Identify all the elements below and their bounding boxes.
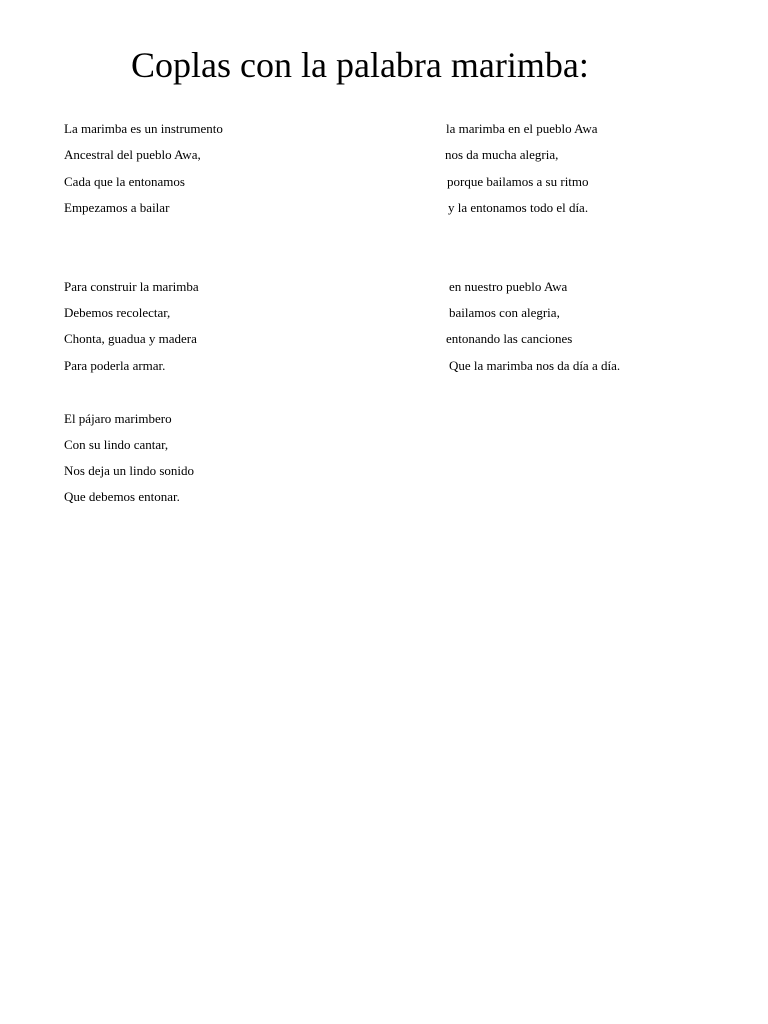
verse-line: Cada que la entonamos xyxy=(64,174,185,189)
page-title: Coplas con la palabra marimba: xyxy=(131,45,589,85)
verse-line: la marimba en el pueblo Awa xyxy=(446,121,598,136)
verse-line: Con su lindo cantar, xyxy=(64,437,169,452)
verse-line: y la entonamos todo el día. xyxy=(448,200,589,215)
verse-line: en nuestro pueblo Awa xyxy=(449,279,568,294)
verse-line: porque bailamos a su ritmo xyxy=(447,174,589,189)
verse-line: Nos deja un lindo sonido xyxy=(64,463,194,478)
verse-line: entonando las canciones xyxy=(446,331,573,346)
verse-line: Que la marimba nos da día a día. xyxy=(449,358,621,373)
verse-line: Debemos recolectar, xyxy=(64,305,171,320)
verse-line: Que debemos entonar. xyxy=(64,489,180,504)
verse-line: bailamos con alegria, xyxy=(449,305,560,320)
verse-line: nos da mucha alegria, xyxy=(445,147,559,162)
verse-line: La marimba es un instrumento xyxy=(64,121,223,136)
verse-line: Ancestral del pueblo Awa, xyxy=(64,147,201,162)
verse-line: Chonta, guadua y madera xyxy=(64,331,197,346)
verse-line: Para poderla armar. xyxy=(64,358,166,373)
verse-line: El pájaro marimbero xyxy=(64,411,172,426)
verse-line: Para construir la marimba xyxy=(64,279,199,294)
verse-line: Empezamos a bailar xyxy=(64,200,170,215)
